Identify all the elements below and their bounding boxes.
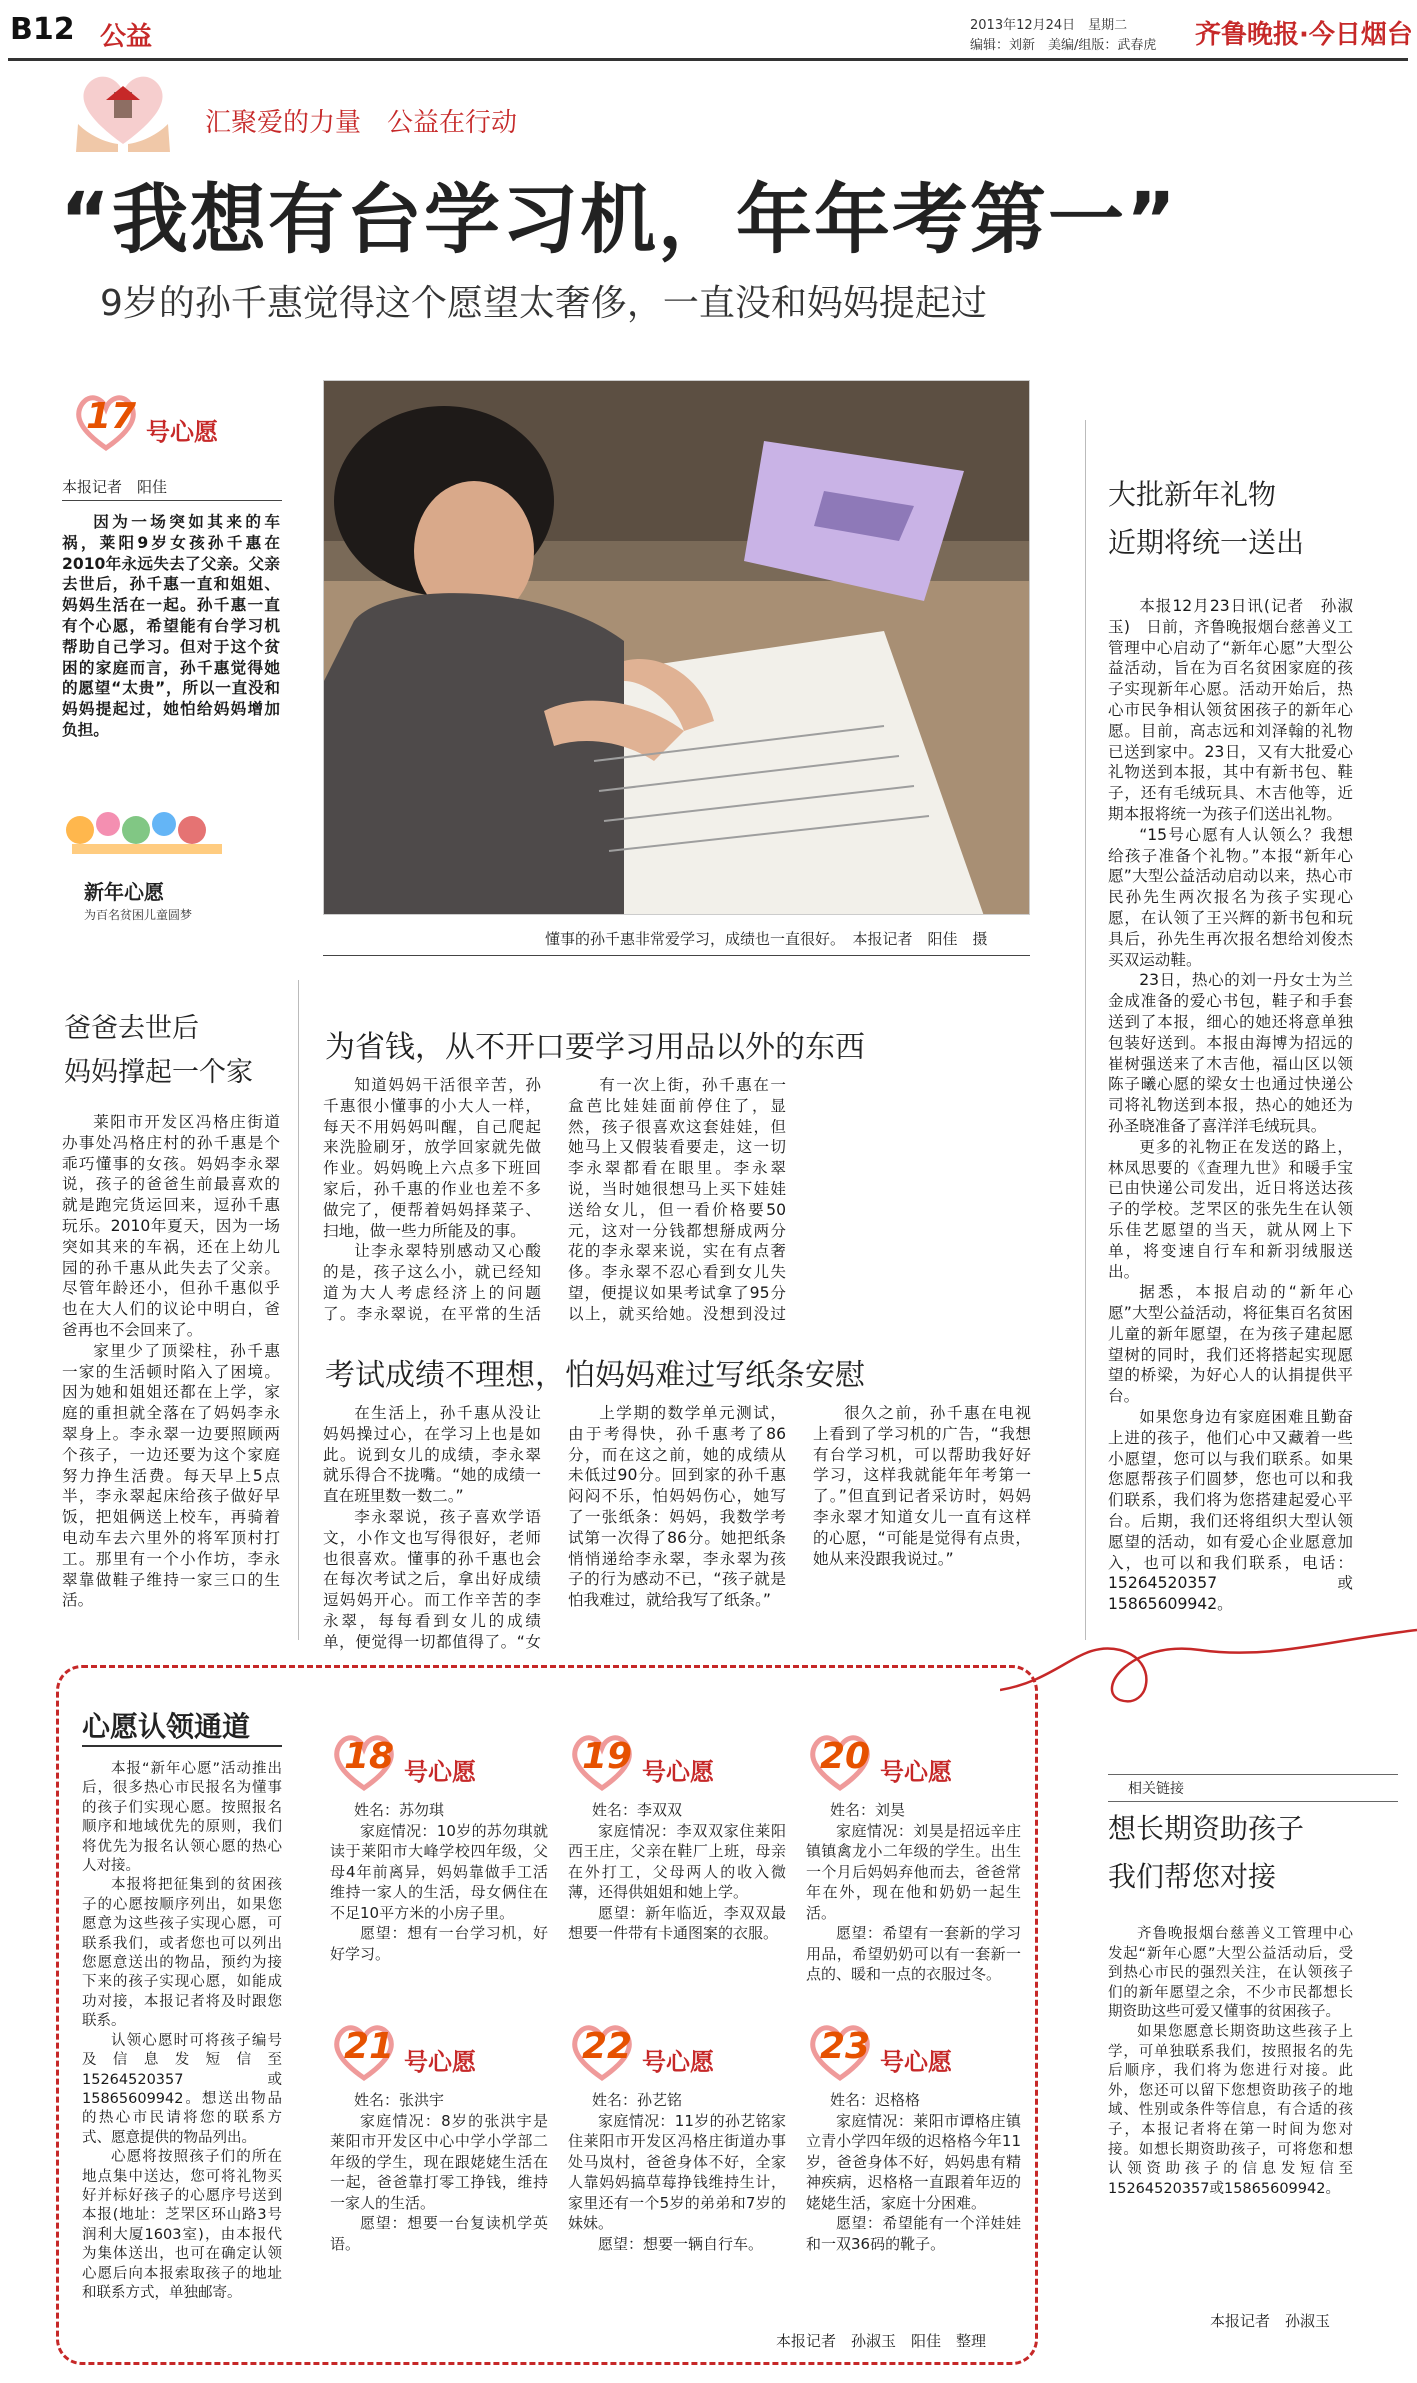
- wish-number: 23: [820, 2026, 871, 2067]
- newspaper-brand: 齐鲁晚报·今日烟台: [1195, 20, 1413, 50]
- wish-label: 号心愿: [880, 2048, 952, 2076]
- wish-box-byline: 本报记者 孙淑玉 阳佳 整理: [776, 2332, 987, 2350]
- wish-number: 20: [820, 1736, 871, 1777]
- section1-body: [62, 1112, 280, 1611]
- wish-entry-20: 姓名：刘昊 家庭情况：刘昊是招远辛庄镇镇禽龙小二年级的学生。出生一个月后妈妈弃他而去，爸爸常年在外，现在他和奶奶一起生活。 愿望：希望有一套新的学习用品，希望奶奶可以有一套新一点的、暖和一点的衣服过冬。: [806, 1801, 1021, 1983]
- wish-label: 号心愿: [642, 2048, 714, 2076]
- wish-number: 19: [582, 1736, 633, 1777]
- wish-entry-23: 姓名：迟格格 家庭情况：莱阳市谭格庄镇立青小学四年级的迟格格今年11岁，爸爸身体不好，妈妈患有精神疾病，迟格格一直跟着年迈的姥姥生活，家庭十分困难。 愿望：希望能有一个洋娃娃和一双36码的靴子。: [806, 2091, 1021, 2253]
- main-headline: “我想有台学习机，年年考第一”: [60, 175, 1178, 264]
- wish-badge-19: [568, 1730, 758, 1790]
- section3-col1: 在生活上，孙千惠从没让妈妈操过心，在学习上也是如此。说到女儿的成绩，李永翠就乐得合不拢嘴。“她的成绩一直在班里数一数二。” 李永翠说，孩子喜欢学语文，小作文也写得很好，老师也很喜欢。懂事的孙千惠也会在每次考试之后，拿出好成绩逗妈妈开心。而工作辛苦的李永翠，每每看到女儿的成绩单，便觉得一切都值得了。“女: [323, 1404, 541, 1651]
- section1-title-line1: 爸爸去世后: [64, 1013, 199, 1044]
- photo-illustration: [324, 381, 1030, 915]
- related-byline: 本报记者 孙淑玉: [1210, 2312, 1331, 2330]
- wish-badge-21: [330, 2020, 520, 2080]
- wish-label: 号心愿: [404, 2048, 476, 2076]
- side-news-body: 本报12月23日讯(记者 孙淑玉) 日前，齐鲁晚报烟台慈善义工管理中心启动了“新年心愿”大型公益活动，旨在为百名贫困家庭的孩子实现新年心愿。活动开始后，热心市民争相认领贫困孩子的新年心愿。目前，高志远和刘泽翰的礼物已送到家中。23日，又有大批爱心礼物送到本报，其中有新书包、鞋子，还有毛绒玩具、木吉他等，近期本报将统一为孩子们送出礼物。 “15号心愿有人认领么？我想给孩子准备个礼物。”本报“新年心愿”大型公益活动启动以来，热心市民孙先生两次报名为孩子实现心愿，在认领了王兴辉的新书包和玩具后，孙先生再次报名想给刘俊杰买双运动鞋。 23日，热心的刘一丹女士为兰金成准备的爱心书包，鞋子和手套送到了本报，细心的她还将意单独包装好送到。本报由海博为招远的崔树强送来了木吉他，福山区以领陈子曦心愿的梁女士也通过快递公司将礼物送到本报，热心的她还为孙圣晓准备了喜洋洋毛绒玩具。 更多的礼物正在发送的路上，林凤思要的《查理九世》和暖手宝已由快递公司发出，近日将送达孩子的学校。芝罘区的张先生在认领乐佳艺愿望的当天，就从网上下单，将变速自行车和新羽绒服送出。 据悉，本报启动的“新年心愿”大型公益活动，将征集百名贫困儿童的新年愿望，在为孩子建起愿望树的同时，我们还将搭起实现愿望的桥梁，为好心人的认捐提供平台。 如果您身边有家庭困难且勤奋上进的孩子，他们心中又藏着一些小愿望，您可以与我们联系。如果您愿帮孩子们圆梦，您也可以和我们联系，我们将为您搭建起爱心平台。后期，我们还将组织大型认领愿望的活动，如有爱心企业愿意加入，也可以和我们联系，电话：15264520357或15865609942。: [1108, 597, 1353, 1614]
- wish-label: 号心愿: [880, 1758, 952, 1786]
- sub-headline: 9岁的孙千惠觉得这个愿望太奢侈，一直没和妈妈提起过: [100, 283, 987, 324]
- section2-col1: 知道妈妈干活很辛苦，孙千惠很小懂事的小大人一样，每天不用妈妈叫醒，自己爬起来洗脸刷牙，放学回家就先做作业。妈妈晚上六点多下班回家后，孙千惠的作业也差不多做完了，便帮着妈妈择菜子、扫地，做一些力所能及的事。 让李永翠特别感动又心酸的是，孩子这么小，就已经知道为大人考虑经济上的问题了。李永翠说，在平常的生活: [323, 1076, 541, 1323]
- section-name: 公益: [100, 22, 153, 52]
- wish-badge-23: [806, 2020, 996, 2080]
- masthead-rule: [8, 58, 1408, 61]
- photo-caption: 懂事的孙千惠非常爱学习，成绩也一直很好。 本报记者 阳佳 摄: [545, 930, 988, 948]
- wish-number: 18: [344, 1736, 395, 1777]
- wish-label: 号心愿: [642, 1758, 714, 1786]
- wish-entry-22: 姓名：孙艺铭 家庭情况：11岁的孙艺铭家住莱阳市开发区冯格庄街道办事处马岚村，爸爸身体不好，全家人靠妈妈搞草莓挣钱维持生计，家里还有一个5岁的弟弟和7岁的妹妹。 愿望：想要一辆自行车。: [568, 2091, 786, 2253]
- editor-line: 编辑：刘新 美编/组版：武春虎: [970, 38, 1157, 53]
- section3-col2: 上学期的数学单元测试，由于考得快，孙千惠考了86分，而在这之前，她的成绩从未低过90分。回到家的孙千惠闷闷不乐，怕妈妈伤心，她写了一张纸条：妈妈，我数学考试第一次得了86分。她把纸条悄悄递给李永翠，李永翠为孩子的行为感动不已，“孩子就是怕我难过，就给我写了纸条。”: [568, 1404, 786, 1610]
- column-rule: [1085, 420, 1086, 1640]
- wish-entry-19: 姓名：李双双 家庭情况：李双双家住莱阳西王庄，父亲在鞋厂上班，母亲在外打工，父母两人的收入微薄，还得供姐姐和她上学。 愿望：新年临近，李双双最想要一件带有卡通图案的衣服。: [568, 1801, 786, 1942]
- related-title-line2: 我们帮您对接: [1108, 1860, 1277, 1893]
- section1-para: 莱阳市开发区冯格庄街道办事处冯格庄村的孙千惠是个乖巧懂事的女孩。妈妈李永翠说，孩子的爸爸生前最喜欢的就是跑完货运回来，逗孙千惠玩乐。2010年夏天，因为一场突如其来的车祸，还在上幼儿园的孙千惠从此失去了父亲。尽管年龄还小，但孙千惠似乎也在大人们的议论中明白，爸爸再也不会回来了。: [62, 1113, 280, 1339]
- section3-title: 考试成绩不理想，怕妈妈难过写纸条安慰: [325, 1358, 865, 1393]
- date-line: 2013年12月24日 星期二: [970, 18, 1128, 33]
- section1-para: 家里少了顶梁柱，孙千惠一家的生活顿时陷入了困境。因为她和姐姐还都在上学，家庭的重担就全落在了妈妈李永翠身上。李永翠一边要照顾两个孩子，一边还要为这个家庭努力挣生活费。每天早上5点半，李永翠起床给孩子做好早饭，把姐俩送上校车，再骑着电动车去六里外的将军顶村打工。那里有一个小作坊，李永翠靠做鞋子维持一家三口的生活。: [62, 1341, 280, 1610]
- wish-number: 17: [86, 396, 137, 437]
- girl-studying-photo: [323, 380, 1030, 915]
- red-ribbon-decoration: [1000, 1620, 1417, 1730]
- charity-hands-logo: [68, 64, 178, 154]
- wish-badge-17: [72, 390, 262, 450]
- wish-number: 22: [582, 2026, 633, 2067]
- wish-box-instructions: 本报“新年心愿”活动推出后，很多热心市民报名为懂事的孩子们实现心愿。按照报名顺序和地域优先的原则，我们将优先为报名认领心愿的热心人对接。 本报将把征集到的贫困孩子的心愿按顺序列出，如果您愿意为这些孩子实现心愿，可联系我们，或者您也可以列出您愿意送出的物品，预约为接下来的孩子实现心愿，如能成功对接，本报记者将及时跟您联系。 认领心愿时可将孩子编号及信息发短信至15264520357或15865609942。想送出物品的热心市民请将您的联系方式、愿意提供的物品列出。 心愿将按照孩子们的所在地点集中送达，您可将礼物买好并标好孩子的心愿序号送到本报(地址：芝罘区环山路3号润利大厦1603室)，由本报代为集体送出，也可在确定认领心愿后向本报索取孩子的地址和联系方式，单独邮寄。: [82, 1761, 282, 2301]
- related-title-line1: 想长期资助孩子: [1108, 1812, 1305, 1845]
- wish-badge-20: [806, 1730, 996, 1790]
- page-number: B12: [10, 12, 75, 47]
- related-link-tag: 相关链接: [1108, 1774, 1398, 1802]
- side-news-title-line2: 近期将统一送出: [1108, 526, 1305, 559]
- related-body: 齐鲁晚报烟台慈善义工管理中心发起“新年心愿”大型公益活动后，受到热心市民的强烈关注，在认领孩子们的新年愿望之余，不少市民都想长期资助这些可爱又懂事的贫困孩子。 如果您愿意长期资助这些孩子上学，可单独联系我们，按照报名的先后顺序，我们将为您进行对接。此外，您还可以留下您想资助孩子的地域、性别或条件等信息，有合适的孩子，本报记者将在第一时间为您对接。如想长期资助孩子，可将您和想认领资助孩子的信息发短信至15264520357或15865609942。: [1108, 1926, 1353, 2197]
- divider: [82, 1745, 282, 1747]
- new-year-wish-title: 新年心愿: [84, 880, 164, 904]
- wish-box-title: 心愿认领通道: [82, 1710, 251, 1743]
- section1-title-line2: 妈妈撑起一个家: [64, 1057, 253, 1088]
- wish-label: 号心愿: [146, 418, 218, 446]
- new-year-wish-logo: [62, 800, 232, 860]
- column-rule: [298, 980, 299, 1640]
- wish-badge-18: [330, 1730, 520, 1790]
- side-news-title-line1: 大批新年礼物: [1108, 478, 1277, 511]
- divider: [62, 500, 282, 501]
- wish-badge-22: [568, 2020, 758, 2080]
- wish-entry-21: 姓名：张洪宇 家庭情况：8岁的张洪宇是莱阳市开发区中心中学小学部二年级的学生，现在跟姥姥生活在一起，爸爸靠打零工挣钱，维持一家人的生活。 愿望：想要一台复读机学英语。: [330, 2091, 548, 2253]
- wish-entry-18: 姓名：苏勿琪 家庭情况：10岁的苏勿琪就读于莱阳市大峰学校四年级，父母4年前离异，妈妈靠做手工活维持一家人的生活，母女俩住在不足10平方米的小房子里。 愿望：想有一台学习机，好好学习。: [330, 1801, 548, 1963]
- new-year-wish-subtitle: 为百名贫困儿童圆梦: [84, 908, 193, 922]
- slogan: 汇聚爱的力量 公益在行动: [205, 108, 518, 138]
- divider: [323, 955, 1030, 956]
- section2-col2: 有一次上街，孙千惠在一盒芭比娃娃面前停住了，显然，孩子很喜欢这套娃娃，但她马上又假装看要走，这一切李永翠都看在眼里。李永翠说，当时她很想马上买下娃娃送给女儿，但一看价格要50元，这对一分钱都想掰成两分花的李永翠来说，实在有点奢侈。李永翠不忍心看到女儿失望，便提议如果考试拿了95分以上，就买给她。没想到没过: [568, 1076, 786, 1323]
- lead-paragraph: 因为一场突如其来的车祸，莱阳9岁女孩孙千惠在2010年永远失去了父亲。父亲去世后，孙千惠一直和姐姐、妈妈生活在一起。孙千惠一直有个心愿，希望能有台学习机帮助自己学习。但对于这个贫困的家庭而言，孙千惠觉得她的愿望“太贵”，所以一直没和妈妈提起过，她怕给妈妈增加负担。: [62, 513, 280, 739]
- section2-title: 为省钱，从不开口要学习用品以外的东西: [325, 1030, 865, 1065]
- wish-number: 21: [344, 2026, 395, 2067]
- wish-label: 号心愿: [404, 1758, 476, 1786]
- section3-col3: 很久之前，孙千惠在电视上看到了学习机的广告，“我想有台学习机，可以帮助我好好学习，这样我就能年年考第一了。”但直到记者采访时，妈妈李永翠才知道女儿一直有这样的心愿，“可能是觉得有点贵，她从来没跟我说过。”: [813, 1404, 1031, 1568]
- byline: 本报记者 阳佳: [62, 478, 168, 496]
